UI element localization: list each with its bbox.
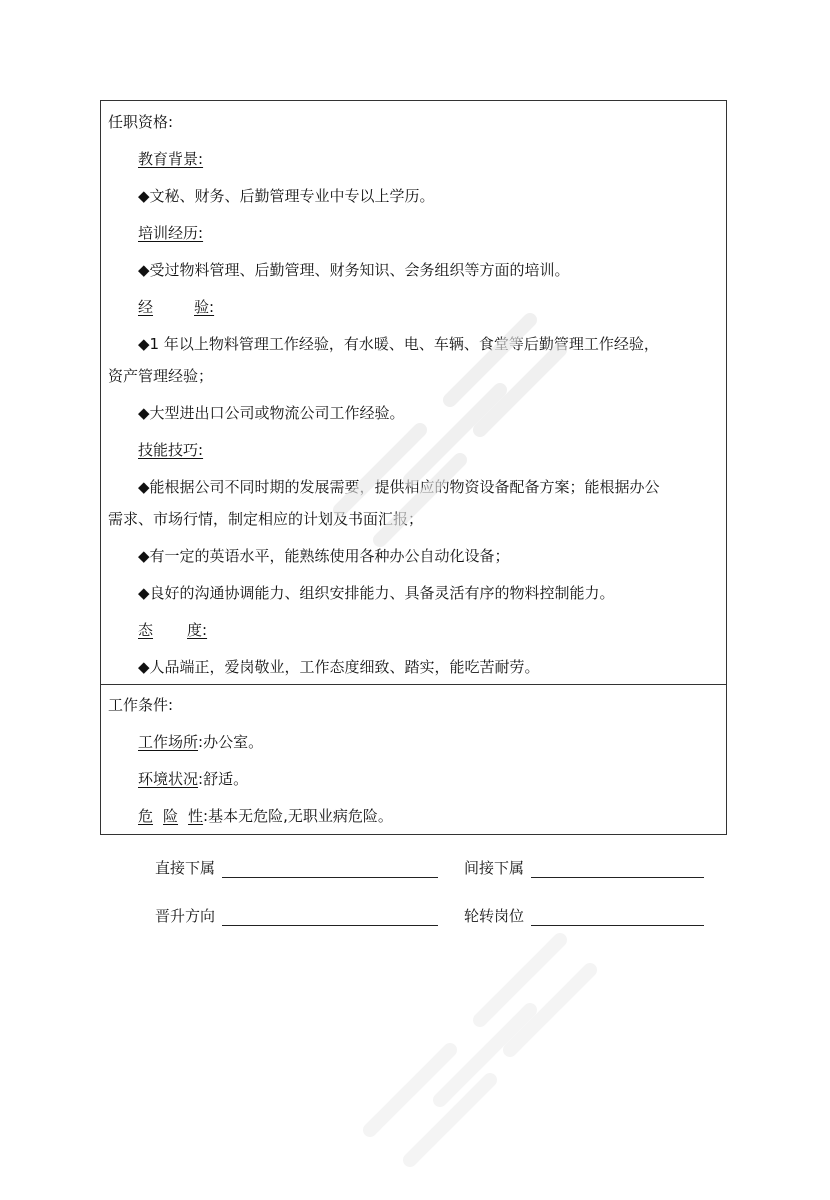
conditions-section — [100, 684, 727, 835]
indirect-subordinate-field[interactable] — [531, 877, 704, 878]
requirements-heading: 任职资格: — [108, 113, 174, 131]
attitude-label — [138, 620, 207, 640]
education-item: ◆文秘、财务、后勤管理专业中专以上学历。 — [138, 187, 435, 205]
attitude-item: ◆人品端正，爱岗敬业，工作态度细致、踏实，能吃苦耐劳。 — [138, 658, 540, 676]
danger-label-part-c: 性 — [188, 807, 204, 825]
experience-item-1-cont: 资产管理经验； — [108, 367, 214, 385]
environment-value: :舒适。 — [198, 770, 249, 788]
direct-subordinate-field[interactable] — [222, 877, 438, 878]
place-row — [138, 732, 263, 752]
danger-label-part-b: 险 — [163, 807, 179, 825]
skills-item-3: ◆良好的沟通协调能力、组织安排能力、具备灵活有序的物料控制能力。 — [138, 584, 615, 602]
environment-label: 环境状况 — [138, 770, 199, 788]
danger-row — [138, 806, 393, 826]
experience-label-part-b: 验: — [194, 298, 215, 316]
place-label: 工作场所 — [138, 733, 199, 751]
skills-label: 技能技巧: — [138, 441, 204, 459]
experience-label-part-a: 经 — [138, 298, 154, 316]
experience-item-2: ◆大型进出口公司或物流公司工作经验。 — [138, 404, 405, 422]
danger-value: :基本无危险,无职业病危险。 — [203, 807, 393, 825]
requirements-section — [100, 100, 727, 685]
conditions-heading: 工作条件: — [108, 696, 174, 714]
direct-subordinate-label: 直接下属 — [155, 859, 216, 877]
environment-row — [138, 769, 248, 789]
watermark-mark-lower — [330, 900, 630, 1200]
skills-item-1: ◆能根据公司不同时期的发展需要，提供相应的物资设备配备方案；能根据办公 — [138, 478, 660, 496]
danger-label — [138, 807, 203, 825]
attitude-label-part-b: 度: — [187, 621, 208, 639]
skills-item-2: ◆有一定的英语水平，能熟练使用各种办公自动化设备； — [138, 547, 510, 565]
rotation-position-field[interactable] — [531, 925, 704, 926]
attitude-label-part-a: 态 — [138, 621, 154, 639]
training-label: 培训经历: — [138, 224, 204, 242]
skills-item-1-cont: 需求、市场行情，制定相应的计划及书面汇报； — [108, 510, 424, 528]
experience-item-1: ◆1 年以上物料管理工作经验，有水暖、电、车辆、食堂等后勤管理工作经验， — [138, 335, 659, 353]
training-item: ◆受过物料管理、后勤管理、财务知识、会务组织等方面的培训。 — [138, 261, 570, 279]
place-value: :办公室。 — [198, 733, 264, 751]
promotion-direction-field[interactable] — [222, 925, 438, 926]
indirect-subordinate-label: 间接下属 — [464, 859, 525, 877]
promotion-direction-label: 晋升方向 — [155, 907, 216, 925]
education-label: 教育背景: — [138, 150, 204, 168]
danger-label-part-a: 危 — [138, 807, 154, 825]
rotation-position-label: 轮转岗位 — [464, 907, 525, 925]
experience-label — [138, 297, 214, 317]
